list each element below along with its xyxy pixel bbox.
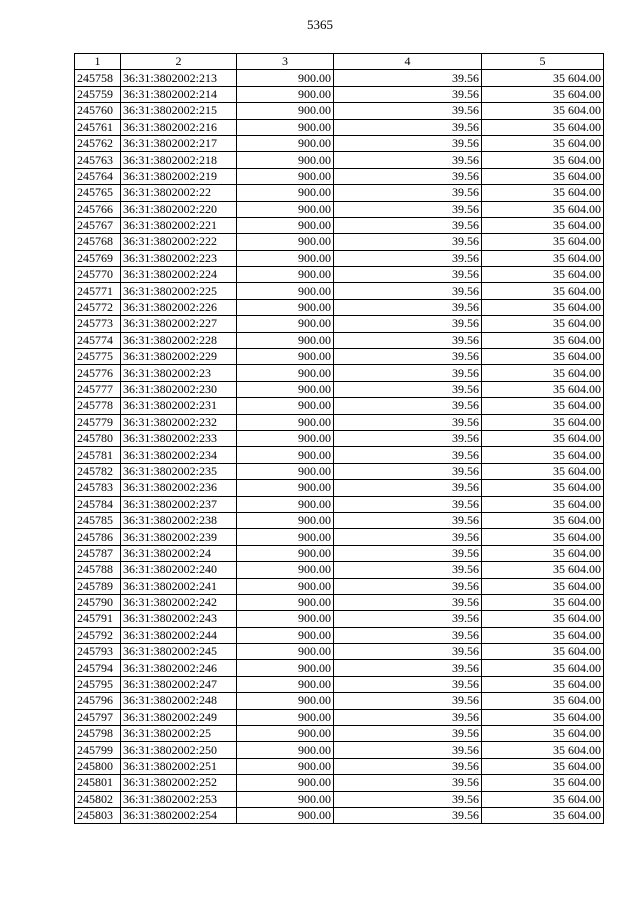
- area-cell: 900.00: [237, 807, 334, 823]
- rate-cell: 39.56: [334, 430, 482, 446]
- table-row: [75, 103, 604, 119]
- table-row: [75, 693, 604, 709]
- row-number-cell: 245803: [75, 807, 121, 823]
- table-row: [75, 758, 604, 774]
- rate-cell: 39.56: [334, 627, 482, 643]
- rate-cell: 39.56: [334, 644, 482, 660]
- rate-cell: 39.56: [334, 103, 482, 119]
- area-cell: 900.00: [237, 693, 334, 709]
- row-number-cell: 245769: [75, 250, 121, 266]
- value-cell: 35 604.00: [482, 414, 604, 430]
- area-cell: 900.00: [237, 775, 334, 791]
- area-cell: 900.00: [237, 316, 334, 332]
- rate-cell: 39.56: [334, 414, 482, 430]
- rate-cell: 39.56: [334, 86, 482, 102]
- row-number-cell: 245773: [75, 316, 121, 332]
- table-row: [75, 463, 604, 479]
- cadastral-number-cell: 36:31:3802002:226: [121, 299, 237, 315]
- rate-cell: 39.56: [334, 496, 482, 512]
- rate-cell: 39.56: [334, 693, 482, 709]
- cadastral-number-cell: 36:31:3802002:239: [121, 529, 237, 545]
- area-cell: 900.00: [237, 185, 334, 201]
- value-cell: 35 604.00: [482, 791, 604, 807]
- cadastral-number-cell: 36:31:3802002:252: [121, 775, 237, 791]
- row-number-cell: 245778: [75, 398, 121, 414]
- table-row: [75, 726, 604, 742]
- row-number-cell: 245761: [75, 119, 121, 135]
- value-cell: 35 604.00: [482, 758, 604, 774]
- cadastral-number-cell: 36:31:3802002:244: [121, 627, 237, 643]
- area-cell: 900.00: [237, 512, 334, 528]
- area-cell: 900.00: [237, 529, 334, 545]
- row-number-cell: 245802: [75, 791, 121, 807]
- column-header-3: 3: [237, 54, 334, 70]
- value-cell: 35 604.00: [482, 201, 604, 217]
- area-cell: 900.00: [237, 365, 334, 381]
- rate-cell: 39.56: [334, 463, 482, 479]
- area-cell: 900.00: [237, 135, 334, 151]
- area-cell: 900.00: [237, 119, 334, 135]
- row-number-cell: 245772: [75, 299, 121, 315]
- value-cell: 35 604.00: [482, 627, 604, 643]
- area-cell: 900.00: [237, 594, 334, 610]
- rate-cell: 39.56: [334, 201, 482, 217]
- row-number-cell: 245763: [75, 152, 121, 168]
- rate-cell: 39.56: [334, 709, 482, 725]
- area-cell: 900.00: [237, 644, 334, 660]
- value-cell: 35 604.00: [482, 709, 604, 725]
- area-cell: 900.00: [237, 496, 334, 512]
- value-cell: 35 604.00: [482, 594, 604, 610]
- area-cell: 900.00: [237, 660, 334, 676]
- table-row: [75, 398, 604, 414]
- cadastral-number-cell: 36:31:3802002:223: [121, 250, 237, 266]
- rate-cell: 39.56: [334, 152, 482, 168]
- cadastral-number-cell: 36:31:3802002:222: [121, 234, 237, 250]
- cadastral-number-cell: 36:31:3802002:221: [121, 217, 237, 233]
- rate-cell: 39.56: [334, 807, 482, 823]
- table-row: [75, 168, 604, 184]
- table-row: [75, 627, 604, 643]
- area-cell: 900.00: [237, 545, 334, 561]
- table-row: [75, 217, 604, 233]
- table-row: [75, 267, 604, 283]
- rate-cell: 39.56: [334, 283, 482, 299]
- table-row: [75, 185, 604, 201]
- row-number-cell: 245800: [75, 758, 121, 774]
- row-number-cell: 245771: [75, 283, 121, 299]
- row-number-cell: 245794: [75, 660, 121, 676]
- rate-cell: 39.56: [334, 365, 482, 381]
- area-cell: 900.00: [237, 217, 334, 233]
- table-row: [75, 611, 604, 627]
- row-number-cell: 245765: [75, 185, 121, 201]
- value-cell: 35 604.00: [482, 234, 604, 250]
- area-cell: 900.00: [237, 709, 334, 725]
- table-header-row: [75, 54, 604, 70]
- row-number-cell: 245764: [75, 168, 121, 184]
- row-number-cell: 245758: [75, 70, 121, 86]
- table-row: [75, 775, 604, 791]
- column-header-2: 2: [121, 54, 237, 70]
- area-cell: 900.00: [237, 726, 334, 742]
- row-number-cell: 245760: [75, 103, 121, 119]
- page-number: 5365: [307, 17, 333, 32]
- table-row: [75, 742, 604, 758]
- value-cell: 35 604.00: [482, 480, 604, 496]
- column-header-4: 4: [334, 54, 482, 70]
- row-number-cell: 245785: [75, 512, 121, 528]
- value-cell: 35 604.00: [482, 267, 604, 283]
- row-number-cell: 245792: [75, 627, 121, 643]
- area-cell: 900.00: [237, 676, 334, 692]
- value-cell: 35 604.00: [482, 381, 604, 397]
- row-number-cell: 245762: [75, 135, 121, 151]
- rate-cell: 39.56: [334, 381, 482, 397]
- value-cell: 35 604.00: [482, 86, 604, 102]
- area-cell: 900.00: [237, 578, 334, 594]
- row-number-cell: 245780: [75, 430, 121, 446]
- area-cell: 900.00: [237, 562, 334, 578]
- table-row: [75, 349, 604, 365]
- table-row: [75, 365, 604, 381]
- value-cell: 35 604.00: [482, 447, 604, 463]
- value-cell: 35 604.00: [482, 693, 604, 709]
- cadastral-number-cell: 36:31:3802002:229: [121, 349, 237, 365]
- cadastral-number-cell: 36:31:3802002:253: [121, 791, 237, 807]
- cadastral-number-cell: 36:31:3802002:215: [121, 103, 237, 119]
- value-cell: 35 604.00: [482, 185, 604, 201]
- cadastral-number-cell: 36:31:3802002:233: [121, 430, 237, 446]
- cadastral-number-cell: 36:31:3802002:249: [121, 709, 237, 725]
- cadastral-number-cell: 36:31:3802002:22: [121, 185, 237, 201]
- rate-cell: 39.56: [334, 480, 482, 496]
- table-row: [75, 250, 604, 266]
- area-cell: 900.00: [237, 234, 334, 250]
- area-cell: 900.00: [237, 627, 334, 643]
- area-cell: 900.00: [237, 332, 334, 348]
- area-cell: 900.00: [237, 463, 334, 479]
- area-cell: 900.00: [237, 86, 334, 102]
- row-number-cell: 245774: [75, 332, 121, 348]
- table-row: [75, 676, 604, 692]
- value-cell: 35 604.00: [482, 365, 604, 381]
- table-row: [75, 791, 604, 807]
- row-number-cell: 245781: [75, 447, 121, 463]
- cadastral-number-cell: 36:31:3802002:224: [121, 267, 237, 283]
- table-row: [75, 594, 604, 610]
- cadastral-number-cell: 36:31:3802002:219: [121, 168, 237, 184]
- rate-cell: 39.56: [334, 791, 482, 807]
- row-number-cell: 245768: [75, 234, 121, 250]
- area-cell: 900.00: [237, 398, 334, 414]
- cadastral-number-cell: 36:31:3802002:243: [121, 611, 237, 627]
- row-number-cell: 245799: [75, 742, 121, 758]
- cadastral-number-cell: 36:31:3802002:251: [121, 758, 237, 774]
- rate-cell: 39.56: [334, 299, 482, 315]
- area-cell: 900.00: [237, 742, 334, 758]
- column-header-1: 1: [75, 54, 121, 70]
- cadastral-number-cell: 36:31:3802002:238: [121, 512, 237, 528]
- area-cell: 900.00: [237, 349, 334, 365]
- rate-cell: 39.56: [334, 726, 482, 742]
- rate-cell: 39.56: [334, 234, 482, 250]
- row-number-cell: 245770: [75, 267, 121, 283]
- table-row: [75, 119, 604, 135]
- cadastral-number-cell: 36:31:3802002:217: [121, 135, 237, 151]
- table-row: [75, 807, 604, 823]
- table-row: [75, 381, 604, 397]
- area-cell: 900.00: [237, 791, 334, 807]
- table-row: [75, 578, 604, 594]
- cadastral-number-cell: 36:31:3802002:242: [121, 594, 237, 610]
- value-cell: 35 604.00: [482, 70, 604, 86]
- area-cell: 900.00: [237, 201, 334, 217]
- area-cell: 900.00: [237, 480, 334, 496]
- cadastral-number-cell: 36:31:3802002:231: [121, 398, 237, 414]
- row-number-cell: 245779: [75, 414, 121, 430]
- table-body: [75, 70, 604, 824]
- cadastral-number-cell: 36:31:3802002:235: [121, 463, 237, 479]
- rate-cell: 39.56: [334, 332, 482, 348]
- area-cell: 900.00: [237, 168, 334, 184]
- rate-cell: 39.56: [334, 185, 482, 201]
- value-cell: 35 604.00: [482, 512, 604, 528]
- value-cell: 35 604.00: [482, 775, 604, 791]
- row-number-cell: 245793: [75, 644, 121, 660]
- row-number-cell: 245775: [75, 349, 121, 365]
- value-cell: 35 604.00: [482, 119, 604, 135]
- cadastral-number-cell: 36:31:3802002:254: [121, 807, 237, 823]
- rate-cell: 39.56: [334, 70, 482, 86]
- value-cell: 35 604.00: [482, 135, 604, 151]
- value-cell: 35 604.00: [482, 496, 604, 512]
- table-row: [75, 430, 604, 446]
- value-cell: 35 604.00: [482, 807, 604, 823]
- cadastral-number-cell: 36:31:3802002:240: [121, 562, 237, 578]
- area-cell: 900.00: [237, 611, 334, 627]
- table-row: [75, 86, 604, 102]
- area-cell: 900.00: [237, 381, 334, 397]
- table-row: [75, 283, 604, 299]
- row-number-cell: 245776: [75, 365, 121, 381]
- value-cell: 35 604.00: [482, 529, 604, 545]
- row-number-cell: 245796: [75, 693, 121, 709]
- value-cell: 35 604.00: [482, 660, 604, 676]
- area-cell: 900.00: [237, 758, 334, 774]
- table-row: [75, 299, 604, 315]
- cadastral-number-cell: 36:31:3802002:218: [121, 152, 237, 168]
- cadastral-number-cell: 36:31:3802002:230: [121, 381, 237, 397]
- table-row: [75, 316, 604, 332]
- cadastral-number-cell: 36:31:3802002:237: [121, 496, 237, 512]
- rate-cell: 39.56: [334, 217, 482, 233]
- value-cell: 35 604.00: [482, 398, 604, 414]
- value-cell: 35 604.00: [482, 742, 604, 758]
- rate-cell: 39.56: [334, 529, 482, 545]
- table-row: [75, 545, 604, 561]
- rate-cell: 39.56: [334, 758, 482, 774]
- rate-cell: 39.56: [334, 594, 482, 610]
- row-number-cell: 245795: [75, 676, 121, 692]
- area-cell: 900.00: [237, 430, 334, 446]
- value-cell: 35 604.00: [482, 217, 604, 233]
- cadastral-number-cell: 36:31:3802002:216: [121, 119, 237, 135]
- rate-cell: 39.56: [334, 349, 482, 365]
- row-number-cell: 245784: [75, 496, 121, 512]
- rate-cell: 39.56: [334, 267, 482, 283]
- cadastral-number-cell: 36:31:3802002:236: [121, 480, 237, 496]
- cadastral-number-cell: 36:31:3802002:227: [121, 316, 237, 332]
- area-cell: 900.00: [237, 299, 334, 315]
- table-row: [75, 529, 604, 545]
- area-cell: 900.00: [237, 103, 334, 119]
- table-row: [75, 709, 604, 725]
- rate-cell: 39.56: [334, 562, 482, 578]
- row-number-cell: 245759: [75, 86, 121, 102]
- value-cell: 35 604.00: [482, 430, 604, 446]
- table-row: [75, 496, 604, 512]
- rate-cell: 39.56: [334, 250, 482, 266]
- row-number-cell: 245786: [75, 529, 121, 545]
- row-number-cell: 245789: [75, 578, 121, 594]
- table-row: [75, 201, 604, 217]
- area-cell: 900.00: [237, 70, 334, 86]
- value-cell: 35 604.00: [482, 250, 604, 266]
- value-cell: 35 604.00: [482, 611, 604, 627]
- row-number-cell: 245791: [75, 611, 121, 627]
- value-cell: 35 604.00: [482, 578, 604, 594]
- cadastral-number-cell: 36:31:3802002:225: [121, 283, 237, 299]
- table-row: [75, 135, 604, 151]
- cadastral-number-cell: 36:31:3802002:241: [121, 578, 237, 594]
- table-row: [75, 70, 604, 86]
- rate-cell: 39.56: [334, 168, 482, 184]
- value-cell: 35 604.00: [482, 332, 604, 348]
- row-number-cell: 245783: [75, 480, 121, 496]
- cadastral-number-cell: 36:31:3802002:234: [121, 447, 237, 463]
- rate-cell: 39.56: [334, 545, 482, 561]
- row-number-cell: 245777: [75, 381, 121, 397]
- rate-cell: 39.56: [334, 611, 482, 627]
- area-cell: 900.00: [237, 152, 334, 168]
- value-cell: 35 604.00: [482, 545, 604, 561]
- cadastral-number-cell: 36:31:3802002:220: [121, 201, 237, 217]
- area-cell: 900.00: [237, 447, 334, 463]
- area-cell: 900.00: [237, 250, 334, 266]
- row-number-cell: 245788: [75, 562, 121, 578]
- rate-cell: 39.56: [334, 447, 482, 463]
- area-cell: 900.00: [237, 267, 334, 283]
- cadastral-number-cell: 36:31:3802002:228: [121, 332, 237, 348]
- rate-cell: 39.56: [334, 119, 482, 135]
- value-cell: 35 604.00: [482, 168, 604, 184]
- table-row: [75, 644, 604, 660]
- cadastral-number-cell: 36:31:3802002:250: [121, 742, 237, 758]
- rate-cell: 39.56: [334, 775, 482, 791]
- value-cell: 35 604.00: [482, 676, 604, 692]
- row-number-cell: 245767: [75, 217, 121, 233]
- rate-cell: 39.56: [334, 676, 482, 692]
- rate-cell: 39.56: [334, 512, 482, 528]
- table-row: [75, 660, 604, 676]
- table-row: [75, 332, 604, 348]
- value-cell: 35 604.00: [482, 299, 604, 315]
- rate-cell: 39.56: [334, 398, 482, 414]
- area-cell: 900.00: [237, 283, 334, 299]
- cadastral-number-cell: 36:31:3802002:232: [121, 414, 237, 430]
- cadastral-number-cell: 36:31:3802002:213: [121, 70, 237, 86]
- cadastral-number-cell: 36:31:3802002:214: [121, 86, 237, 102]
- value-cell: 35 604.00: [482, 349, 604, 365]
- cadastral-number-cell: 36:31:3802002:245: [121, 644, 237, 660]
- table-row: [75, 562, 604, 578]
- value-cell: 35 604.00: [482, 152, 604, 168]
- land-parcel-table: [74, 53, 604, 824]
- table-row: [75, 512, 604, 528]
- area-cell: 900.00: [237, 414, 334, 430]
- row-number-cell: 245782: [75, 463, 121, 479]
- cadastral-number-cell: 36:31:3802002:248: [121, 693, 237, 709]
- cadastral-number-cell: 36:31:3802002:24: [121, 545, 237, 561]
- cadastral-number-cell: 36:31:3802002:246: [121, 660, 237, 676]
- value-cell: 35 604.00: [482, 283, 604, 299]
- value-cell: 35 604.00: [482, 316, 604, 332]
- rate-cell: 39.56: [334, 578, 482, 594]
- table-row: [75, 152, 604, 168]
- value-cell: 35 604.00: [482, 562, 604, 578]
- table-row: [75, 414, 604, 430]
- row-number-cell: 245798: [75, 726, 121, 742]
- value-cell: 35 604.00: [482, 103, 604, 119]
- cadastral-number-cell: 36:31:3802002:25: [121, 726, 237, 742]
- cadastral-number-cell: 36:31:3802002:23: [121, 365, 237, 381]
- rate-cell: 39.56: [334, 742, 482, 758]
- row-number-cell: 245797: [75, 709, 121, 725]
- cadastral-number-cell: 36:31:3802002:247: [121, 676, 237, 692]
- row-number-cell: 245787: [75, 545, 121, 561]
- rate-cell: 39.56: [334, 135, 482, 151]
- table-row: [75, 480, 604, 496]
- row-number-cell: 245790: [75, 594, 121, 610]
- table-row: [75, 234, 604, 250]
- table-row: [75, 447, 604, 463]
- value-cell: 35 604.00: [482, 644, 604, 660]
- row-number-cell: 245801: [75, 775, 121, 791]
- column-header-5: 5: [482, 54, 604, 70]
- value-cell: 35 604.00: [482, 463, 604, 479]
- value-cell: 35 604.00: [482, 726, 604, 742]
- rate-cell: 39.56: [334, 316, 482, 332]
- row-number-cell: 245766: [75, 201, 121, 217]
- rate-cell: 39.56: [334, 660, 482, 676]
